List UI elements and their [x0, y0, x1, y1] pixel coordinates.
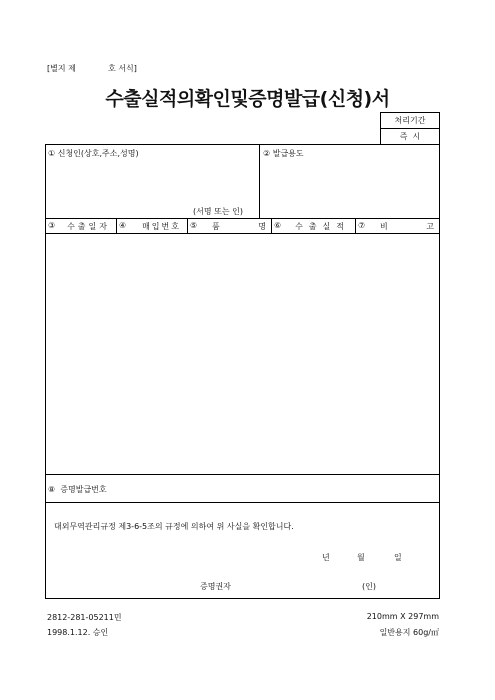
seal-mark: (인): [362, 582, 376, 591]
paper-type: 일반용지 60g/㎡: [379, 628, 439, 637]
column-number: ⑤: [190, 221, 198, 230]
column-export-date: [48, 221, 110, 232]
processing-period-value: 즉 시: [399, 132, 421, 141]
form-ref-suffix: 호 서식]: [108, 64, 137, 73]
confirmation-statement: 대외무역관리규정 제3-6-5조의 규정에 의하여 위 사실을 확인합니다.: [54, 522, 294, 531]
column-item-name: [190, 221, 266, 230]
column-number: ⑥: [274, 221, 282, 230]
date-year-label: 년: [322, 553, 330, 562]
form-code: 2812-281-05211민: [47, 613, 122, 622]
column-number: ⑦: [358, 221, 366, 230]
purpose-label: ② 발급용도: [263, 149, 304, 158]
column-number: ④: [119, 221, 127, 230]
column-label: 매입번호: [142, 222, 181, 231]
certifier-label: 증명권자: [200, 582, 231, 591]
paper-size: 210mm X 297mm: [366, 612, 439, 621]
column-export-record: [274, 221, 350, 232]
date-day-label: 일: [394, 553, 402, 562]
page-title: 수출실적의확인및증명발급(신청)서: [105, 88, 390, 110]
processing-period-label: 처리기간: [394, 116, 426, 125]
approval-date: 1998.1.12. 승인: [47, 628, 109, 637]
date-month-label: 월: [357, 553, 365, 562]
column-label: 수출실적: [295, 222, 350, 231]
form-ref-prefix: [별지 제: [47, 64, 76, 73]
cert-number-label: ⑧ 증명발급번호: [48, 485, 107, 494]
signature-note: (서명 또는 인): [193, 207, 243, 216]
column-label: 비 고: [380, 222, 434, 231]
column-number: ③: [48, 221, 56, 230]
column-label: 수출일자: [67, 222, 110, 231]
column-label: 품 명: [212, 222, 266, 231]
column-purchase-no: [119, 221, 181, 232]
applicant-label: ① 신청인(상호,주소,성명): [48, 149, 139, 158]
column-remarks: [358, 221, 434, 230]
